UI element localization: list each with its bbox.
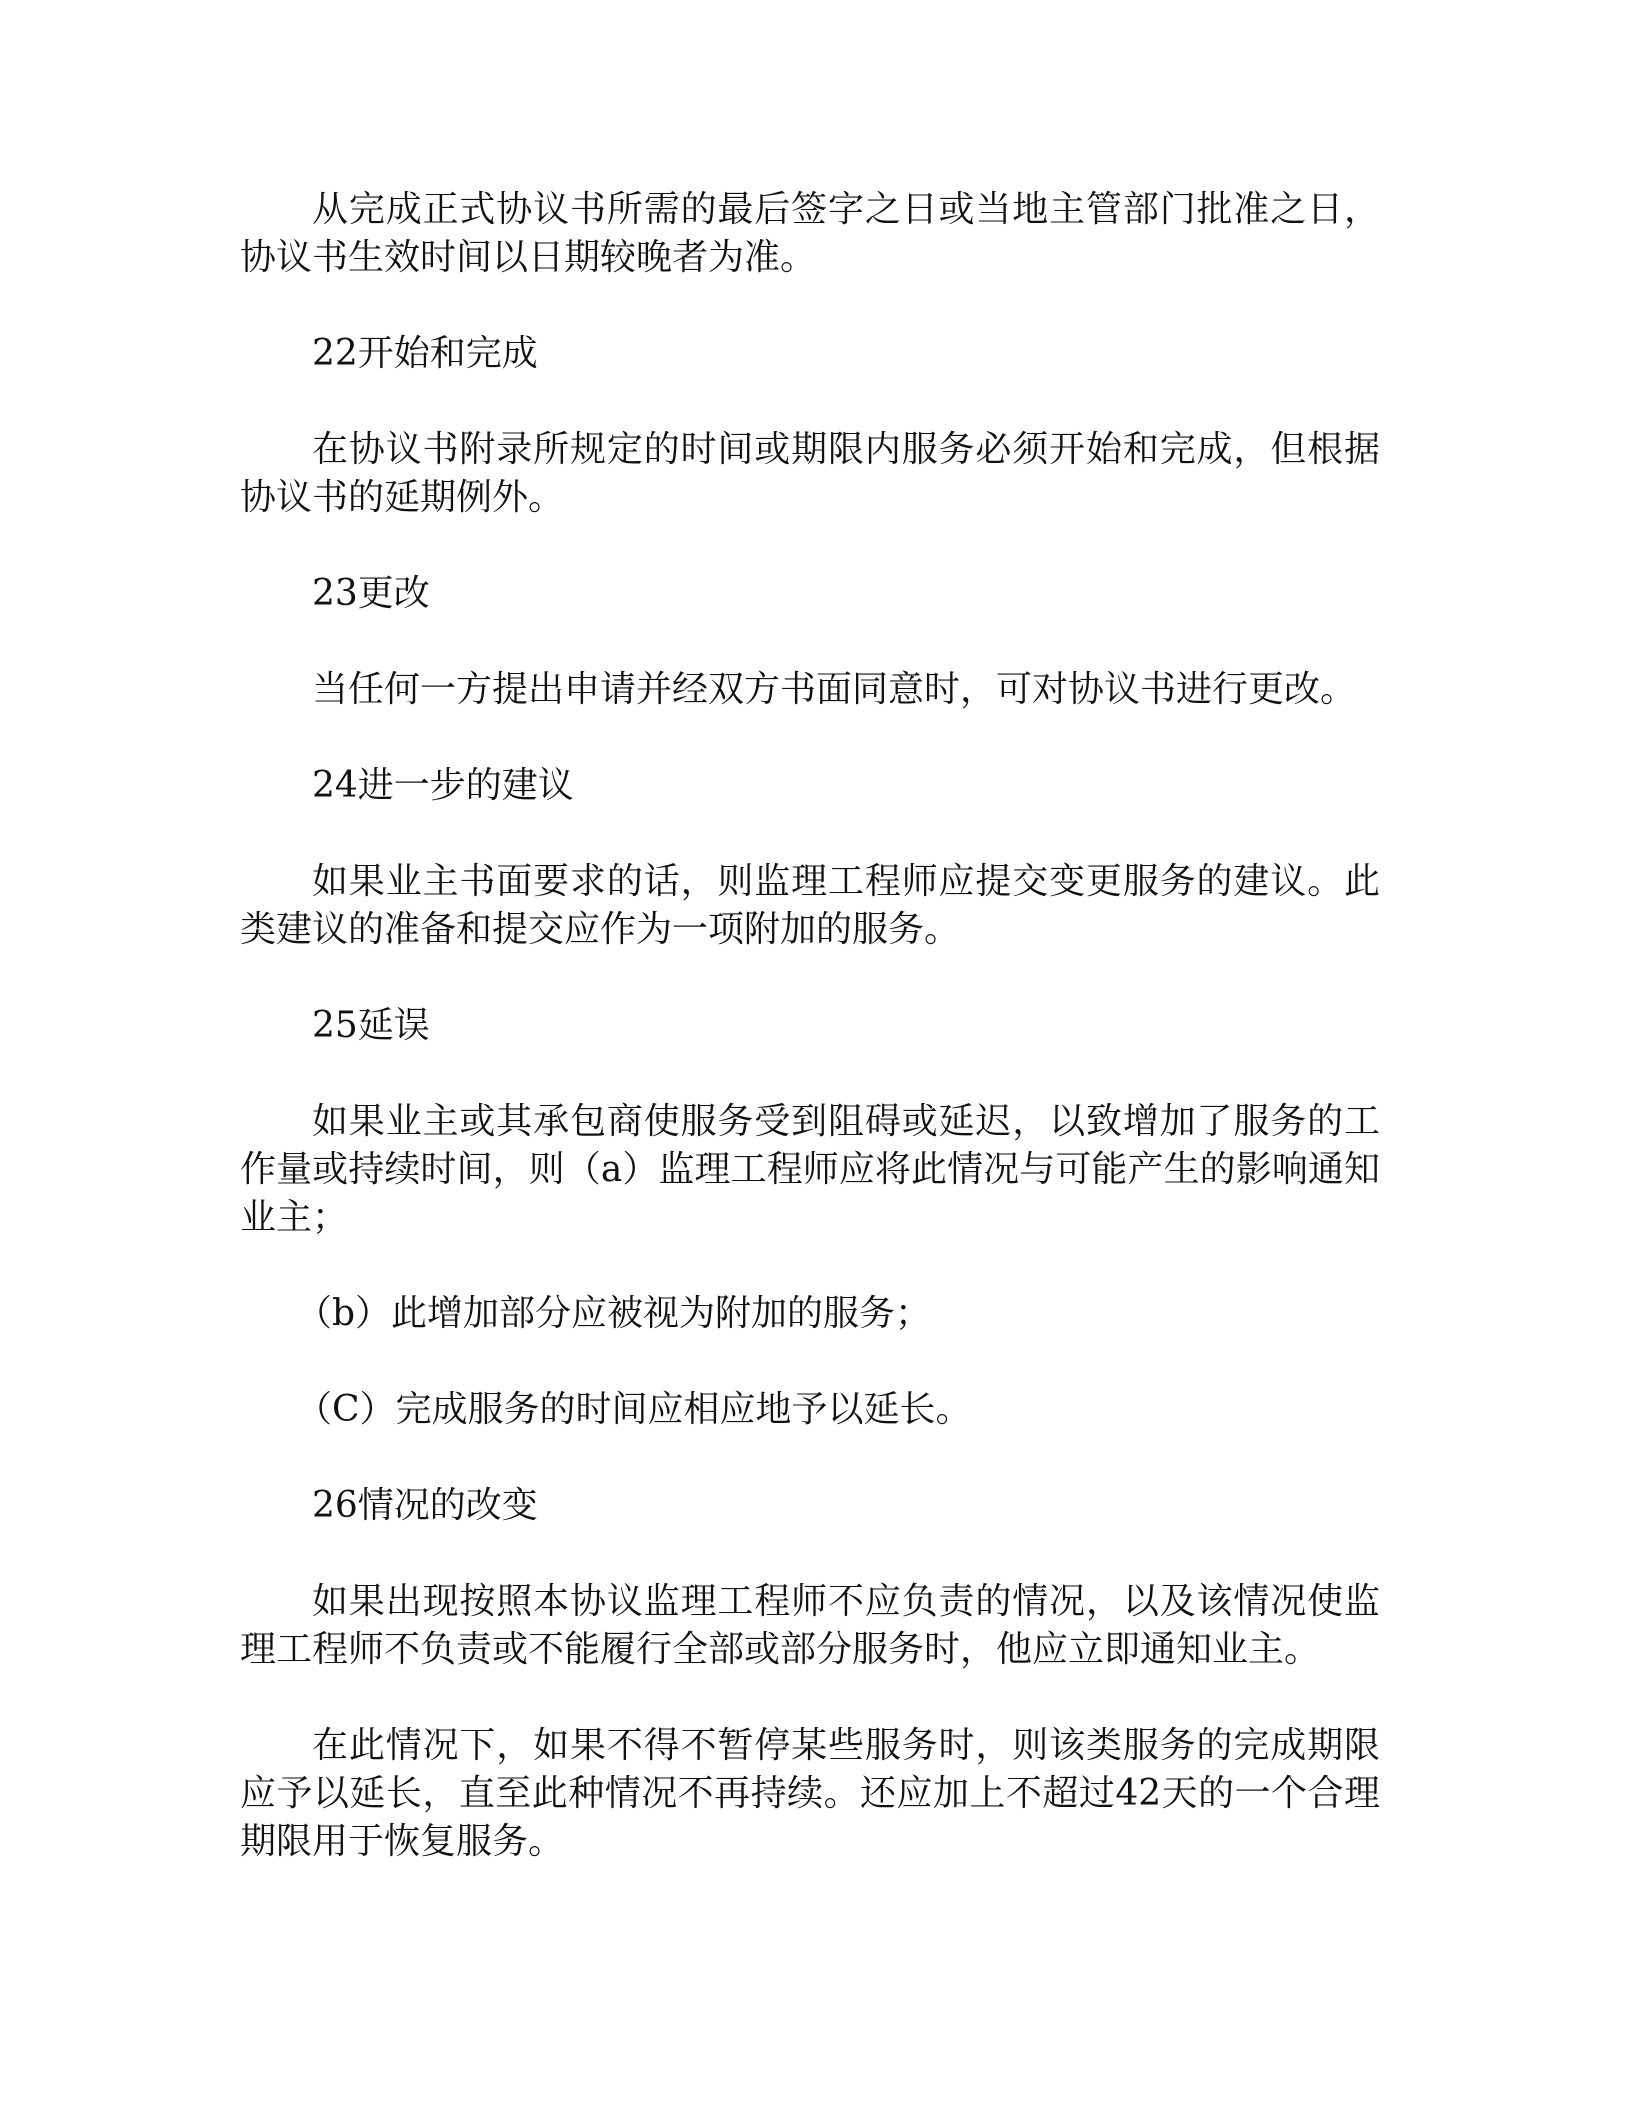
paragraph-start-completion: 在协议书附录所规定的时间或期限内服务必须开始和完成，但根据协议书的延期例外。: [240, 429, 1380, 518]
heading-22: 22开始和完成: [312, 333, 538, 374]
heading-24: 24进一步的建议: [312, 765, 574, 806]
heading-26: 26情况的改变: [312, 1485, 538, 1526]
heading-23: 23更改: [312, 573, 430, 614]
paragraph-delay-c: （C）完成服务的时间应相应地予以延长。: [296, 1389, 972, 1430]
paragraph-suspension: 在此情况下，如果不得不暂停某些服务时，则该类服务的完成期限应予以延长，直至此种情况不再持续。还应加上不超过42天的一个合理期限用于恢复服务。: [240, 1725, 1380, 1862]
paragraph-amendment: 当任何一方提出申请并经双方书面同意时，可对协议书进行更改。: [312, 669, 1357, 710]
paragraph-changed-circumstances: 如果出现按照本协议监理工程师不应负责的情况，以及该情况使监理工程师不负责或不能履行全部或部分服务时，他应立即通知业主。: [240, 1581, 1380, 1670]
paragraph-delay-a: 如果业主或其承包商使服务受到阻碍或延迟，以致增加了服务的工作量或持续时间，则（a）监理工程师应将此情况与可能产生的影响通知业主；: [240, 1101, 1380, 1238]
paragraph-effective-date: 从完成正式协议书所需的最后签字之日或当地主管部门批准之日，协议书生效时间以日期较晚者为准。: [240, 189, 1380, 278]
document-page: [240, 186, 1380, 1866]
paragraph-further-proposals: 如果业主书面要求的话，则监理工程师应提交变更服务的建议。此类建议的准备和提交应作为一项附加的服务。: [240, 861, 1380, 950]
heading-25: 25延误: [312, 1005, 430, 1046]
paragraph-delay-b: （b）此增加部分应被视为附加的服务；: [296, 1293, 932, 1334]
